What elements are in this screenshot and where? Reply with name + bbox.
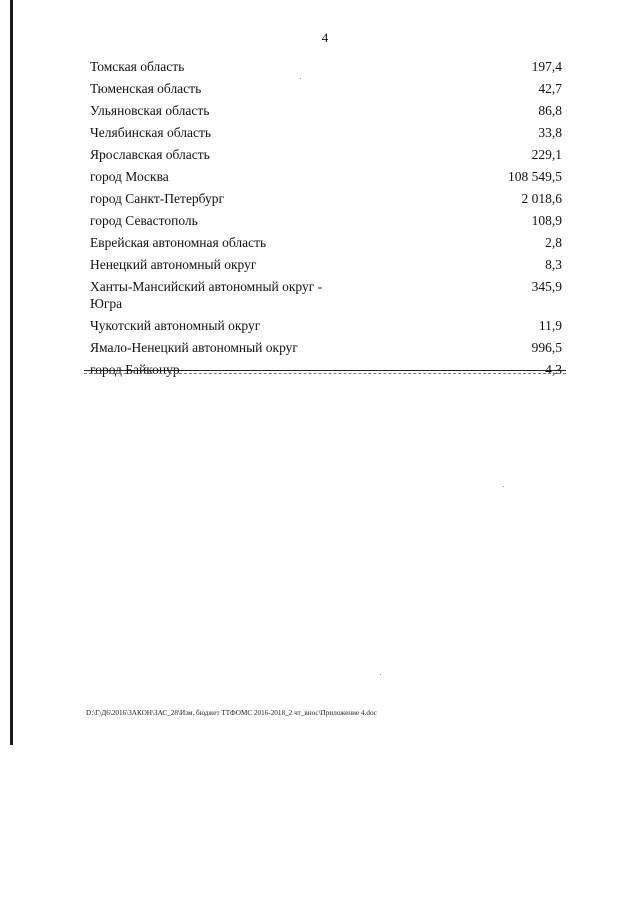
table-row [90,209,562,231]
region-value: 2 018,6 [521,190,562,206]
footer-file-path: D:\Г\Д6\2016\ЗАКОН\ЗАС_28\Изм. бюджет ТТФОМС 2016-2018_2 чт_внос\Приложение 4.doc [86,709,377,717]
region-value: 11,9 [538,317,562,333]
region-name: Ульяновская область [90,102,210,118]
region-name: Чукотский автономный округ [90,317,261,333]
region-value: 996,5 [531,339,562,355]
region-name: Ярославская область [90,146,210,162]
region-value: 4,3 [545,361,562,377]
region-name: Тюменская область [90,80,202,96]
region-name: Ханты-Мансийский автономный округ - Югра [90,278,323,311]
region-value: 42,7 [538,80,562,96]
table-row [90,165,562,187]
table-bottom-rule-secondary [84,373,566,374]
region-name: город Севастополь [90,212,198,228]
regions-table [90,55,562,380]
region-name: город Москва [90,168,169,184]
table-row [90,231,562,253]
table-row [90,55,562,77]
region-value: 8,3 [545,256,562,272]
region-value: 197,4 [531,58,562,74]
region-name: Челябинская область [90,124,212,140]
table-row [90,143,562,165]
table-row [90,275,562,314]
table-row [90,77,562,99]
table-bottom-rule [84,370,566,371]
region-value: 108 549,5 [508,168,562,184]
scan-margin-line [10,0,13,745]
table-row [90,336,562,358]
region-value: 2,8 [545,234,562,250]
region-value: 33,8 [538,124,562,140]
table-row [90,99,562,121]
page-number: 4 [321,30,329,45]
region-name: Ямало-Ненецкий автономный округ [90,339,298,355]
table-row [90,121,562,143]
region-name: Ненецкий автономный округ [90,256,257,272]
table-row [90,314,562,336]
region-name: город Байконур [90,361,180,377]
region-value: 345,9 [531,278,562,294]
scan-speck [380,674,381,675]
table-row [90,253,562,275]
scan-speck [503,486,504,487]
table-row [90,358,562,380]
region-name: город Санкт-Петербург [90,190,225,206]
table-row [90,187,562,209]
region-value: 229,1 [531,146,562,162]
region-name: Томская область [90,58,185,74]
region-value: 86,8 [538,102,562,118]
region-value: 108,9 [531,212,562,228]
scan-speck [300,78,301,79]
region-name: Еврейская автономная область [90,234,267,250]
